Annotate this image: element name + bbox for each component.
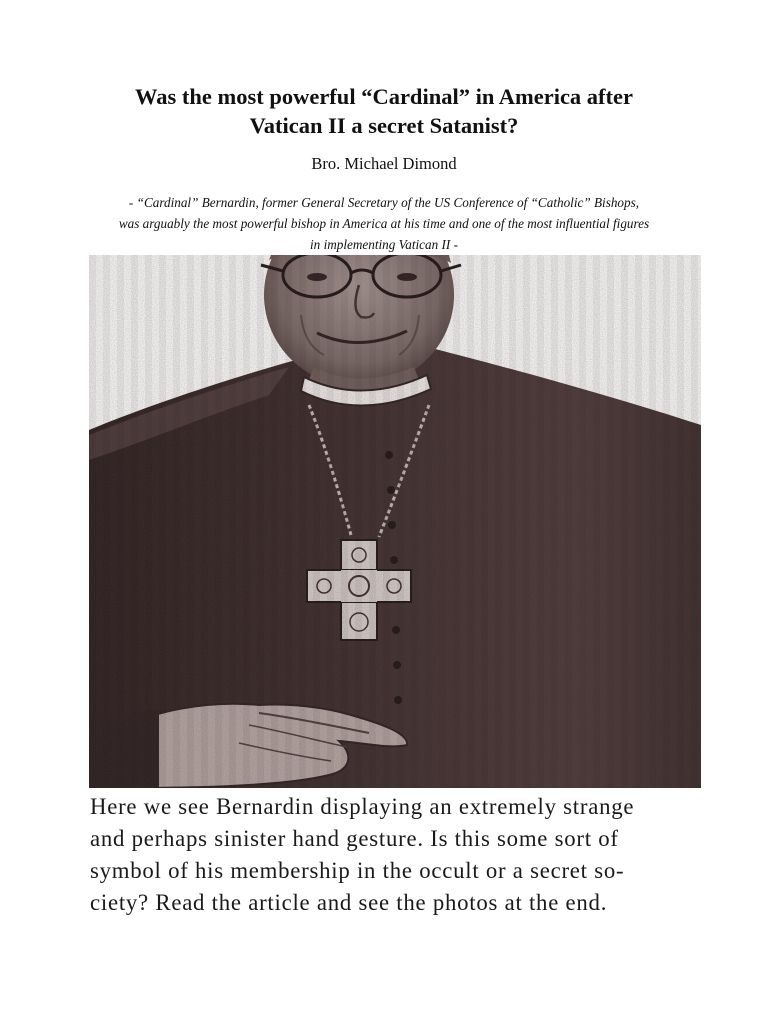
subtitle-line-3: in implementing Vatican II -: [310, 237, 458, 252]
article-title-line-2: Vatican II a secret Satanist?: [249, 113, 519, 138]
subtitle-line-1: - “Cardinal” Bernardin, former General Secretary of the US Conference of “Catholic” Bishops,: [128, 195, 640, 210]
caption-line-2: and perhaps sinister hand gesture. Is this some sort of: [90, 826, 619, 851]
portrait-photo: [89, 255, 701, 788]
author-byline: Bro. Michael Dimond: [311, 154, 457, 173]
photo-caption: [90, 791, 710, 919]
caption-line-1: Here we see Bernardin displaying an extremely strange: [90, 794, 635, 819]
article-title: [60, 82, 708, 140]
subtitle-line-2: was arguably the most powerful bishop in America at his time and one of the most influential figures: [118, 216, 650, 231]
caption-line-4: ciety? Read the article and see the photos at the end.: [90, 890, 608, 915]
article-title-line-1: Was the most powerful “Cardinal” in America after: [134, 84, 634, 109]
caption-line-3: symbol of his membership in the occult or a secret so-: [90, 858, 625, 883]
article-subtitle: [82, 192, 686, 255]
portrait-photo-graphic: [89, 255, 701, 788]
